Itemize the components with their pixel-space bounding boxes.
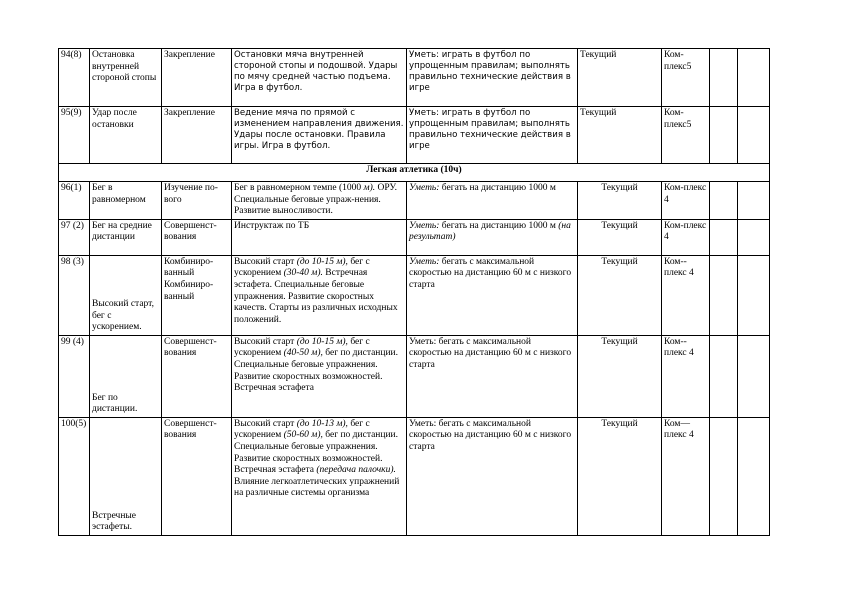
date-plan-cell — [710, 219, 738, 255]
date-fact-cell — [738, 107, 770, 164]
lesson-topic: Удар после остановки — [90, 107, 162, 164]
lesson-control: Текущий — [578, 219, 662, 255]
lesson-number: 100(5) — [59, 417, 90, 535]
lesson-requirements: Уметь: бегать на дистанцию 1000 м (на результат) — [407, 219, 578, 255]
lesson-topic: Остановка внутренней стороной стопы — [90, 49, 162, 107]
lesson-content: Высокий старт (до 10-15 м), бег с ускорением (40-50 м), бег по дистанции. Специальные беговые упражнения. Развитие скоростных возможностей. Встречная эстафета — [232, 335, 407, 417]
lesson-homework: Ком-плекс5 — [662, 49, 710, 107]
lesson-number: 99 (4) — [59, 335, 90, 417]
table-row — [59, 182, 770, 220]
lesson-requirements: Уметь: бегать с максимальной скоростью на дистанцию 60 м с низкого старта — [407, 417, 578, 535]
date-plan-cell — [710, 417, 738, 535]
lesson-homework: Ком—плекс 4 — [662, 417, 710, 535]
lesson-control: Текущий — [578, 182, 662, 220]
lesson-requirements: Уметь: бегать с максимальной скоростью на дистанцию 60 м с низкого старта — [407, 335, 578, 417]
lesson-number: 97 (2) — [59, 219, 90, 255]
section-row — [59, 164, 770, 182]
lesson-content: Высокий старт (до 10-13 м), бег с ускорением (50-60 м), бег по дистанции. Специальные беговые упражнения. Развитие скоростных возможностей. Встречная эстафета (передача палочки). Влияние легкоатлетических упражнений на различные системы организма — [232, 417, 407, 535]
date-fact-cell — [738, 417, 770, 535]
lesson-type: Изучение по-вого — [162, 182, 232, 220]
date-plan-cell — [710, 335, 738, 417]
date-plan-cell — [710, 182, 738, 220]
lesson-topic: Бег в равномерном — [90, 182, 162, 220]
lesson-control: Текущий — [578, 335, 662, 417]
lesson-type: Совершенст-вования — [162, 335, 232, 417]
section-title: Легкая атлетика (10ч) — [59, 164, 770, 182]
lesson-type: Совершенст-вования — [162, 219, 232, 255]
lesson-content: Инструктаж по ТБ — [232, 219, 407, 255]
lesson-content: Высокий старт (до 10-15 м), бег с ускорением (30-40 м). Встречная эстафета. Специальные беговые упражнения. Развитие скоростных качеств. Старты из различных исходных положений. — [232, 255, 407, 335]
lesson-type: Комбиниро-ванный Комбиниро-ванный — [162, 255, 232, 335]
lesson-number: 98 (3) — [59, 255, 90, 335]
lesson-content: Ведение мяча по прямой с изменением направления движения. Удары после остановки. Правила игры. Игра в футбол. — [232, 107, 407, 164]
table-row — [59, 107, 770, 164]
date-plan-cell — [710, 107, 738, 164]
lesson-control: Текущий — [578, 255, 662, 335]
date-plan-cell — [710, 49, 738, 107]
lesson-topic: Встречные эстафеты. — [90, 417, 162, 535]
lesson-control: Текущий — [578, 417, 662, 535]
date-fact-cell — [738, 182, 770, 220]
lesson-plan-table — [58, 48, 770, 536]
lesson-type: Совершенст-вования — [162, 417, 232, 535]
lesson-content: Остановки мяча внутренней стороной стопы и подошвой. Удары по мячу средней частью подъема. Игра в футбол. — [232, 49, 407, 107]
lesson-requirements: Уметь: играть в футбол по упрощенным правилам; выполнять правильно технические действия в игре — [407, 49, 578, 107]
table-row — [59, 335, 770, 417]
date-fact-cell — [738, 219, 770, 255]
lesson-type: Закрепление — [162, 49, 232, 107]
date-plan-cell — [710, 255, 738, 335]
lesson-number: 96(1) — [59, 182, 90, 220]
lesson-control: Текущий — [578, 49, 662, 107]
lesson-homework: Ком--плекс 4 — [662, 335, 710, 417]
lesson-homework: Ком-плекс5 — [662, 107, 710, 164]
lesson-requirements: Уметь: бегать с максимальной скоростью на дистанцию 60 м с низкого старта — [407, 255, 578, 335]
lesson-homework: Ком--плекс 4 — [662, 255, 710, 335]
lesson-number: 95(9) — [59, 107, 90, 164]
lesson-number: 94(8) — [59, 49, 90, 107]
lesson-control: Текущий — [578, 107, 662, 164]
lesson-homework: Ком-плекс 4 — [662, 219, 710, 255]
lesson-requirements: Уметь: бегать на дистанцию 1000 м — [407, 182, 578, 220]
date-fact-cell — [738, 49, 770, 107]
table-row — [59, 219, 770, 255]
lesson-topic: Высокий старт, бег с ускорением. — [90, 255, 162, 335]
lesson-homework: Ком-плекс 4 — [662, 182, 710, 220]
lesson-requirements: Уметь: играть в футбол по упрощенным правилам; выполнять правильно технические действия в игре — [407, 107, 578, 164]
lesson-topic: Бег на средние дистанции — [90, 219, 162, 255]
date-fact-cell — [738, 335, 770, 417]
lesson-topic: Бег по дистанции. — [90, 335, 162, 417]
table-row — [59, 49, 770, 107]
table-row — [59, 417, 770, 535]
date-fact-cell — [738, 255, 770, 335]
lesson-content: Бег в равномерном темпе (1000 м). ОРУ. Специальные беговые упраж-нения. Развитие выносливости. — [232, 182, 407, 220]
lesson-type: Закрепление — [162, 107, 232, 164]
table-row — [59, 255, 770, 335]
